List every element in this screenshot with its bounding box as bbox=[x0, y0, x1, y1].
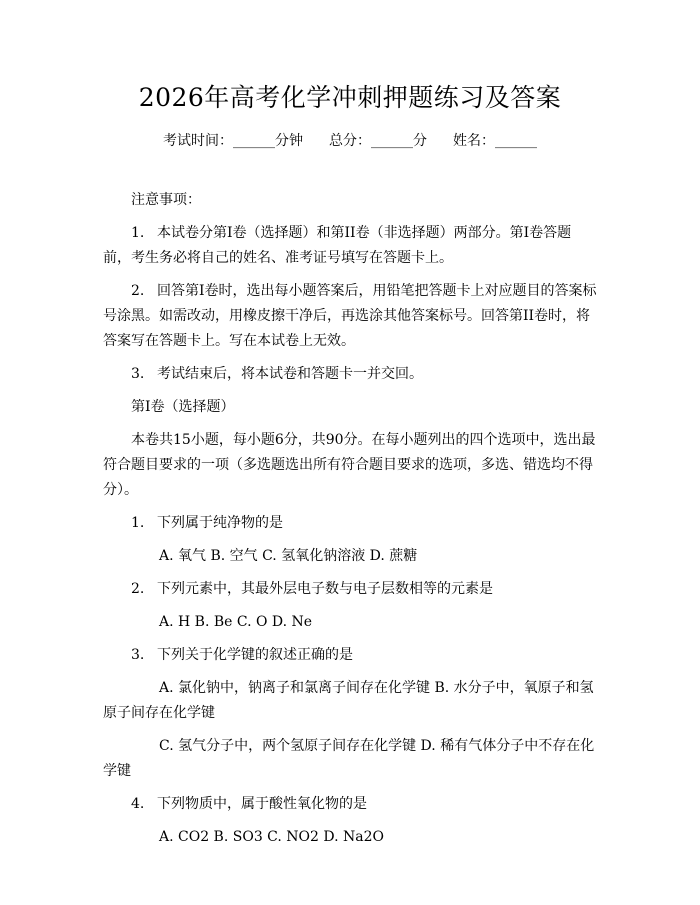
question-options: A. 氯化钠中，钠离子和氯离子间存在化学键 B. 水分子中，氧原子和氢原子间存在化学键 bbox=[103, 680, 594, 721]
question-options: A. H B. Be C. O D. Ne bbox=[159, 614, 313, 630]
section-title: 第Ⅰ卷（选择题） bbox=[131, 399, 235, 415]
question-stem bbox=[103, 577, 597, 602]
notice-item bbox=[103, 221, 597, 271]
question-number: 3. bbox=[131, 647, 145, 663]
notice-number: 3. bbox=[131, 366, 145, 382]
time-unit: 分钟 bbox=[275, 133, 303, 149]
notice-item bbox=[103, 362, 597, 387]
notice-text: 本试卷分第Ⅰ卷（选择题）和第II卷（非选择题）两部分。第Ⅰ卷答题前，考生务必将自己的姓名、准考证号填写在答题卡上。 bbox=[103, 225, 572, 266]
question-options: A. CO2 B. SO3 C. NO2 D. Na2O bbox=[159, 829, 384, 845]
question-options: C. 氢气分子中，两个氢原子间存在化学键 D. 稀有气体分子中不存在化学键 bbox=[103, 738, 595, 779]
question-options: A. 氧气 B. 空气 C. 氢氧化钠溶液 D. 蔗糖 bbox=[159, 548, 418, 564]
notice-item bbox=[103, 279, 597, 354]
score-blank: ______ bbox=[371, 133, 413, 149]
question-stem bbox=[103, 643, 597, 668]
section-intro: 本卷共15小题，每小题6分，共90分。在每小题列出的四个选项中，选出最符合题目要求的一项（多选题选出所有符合题目要求的选项，多选、错选均不得分）。 bbox=[103, 432, 596, 498]
time-label: 考试时间： bbox=[163, 133, 233, 149]
question-text: 下列物质中，属于酸性氧化物的是 bbox=[157, 796, 367, 812]
question-stem bbox=[103, 511, 597, 536]
name-blank: ______ bbox=[495, 133, 537, 149]
question-number: 4. bbox=[131, 796, 145, 812]
time-blank: ______ bbox=[233, 133, 275, 149]
notice-number: 2. bbox=[131, 283, 145, 299]
question-number: 1. bbox=[131, 515, 145, 531]
question-text: 下列关于化学键的叙述正确的是 bbox=[157, 647, 353, 663]
score-unit: 分 bbox=[413, 133, 427, 149]
notice-text: 考试结束后，将本试卷和答题卡一并交回。 bbox=[157, 366, 423, 382]
notice-number: 1. bbox=[131, 225, 145, 241]
score-label: 总分： bbox=[329, 133, 371, 149]
exam-body bbox=[103, 188, 597, 858]
question-stem bbox=[103, 792, 597, 817]
page-title: 2026年高考化学冲刺押题练习及答案 bbox=[138, 83, 562, 112]
name-label: 姓名： bbox=[453, 133, 495, 149]
exam-meta bbox=[0, 131, 700, 151]
question-number: 2. bbox=[131, 581, 145, 597]
notice-text: 回答第Ⅰ卷时，选出每小题答案后，用铅笔把答题卡上对应题目的答案标号涂黑。如需改动，用橡皮擦干净后，再选涂其他答案标号。回答第II卷时，将答案写在答题卡上。写在本试卷上无效。 bbox=[103, 283, 597, 349]
question-text: 下列属于纯净物的是 bbox=[157, 515, 283, 531]
notice-title: 注意事项： bbox=[131, 192, 201, 208]
question-text: 下列元素中，其最外层电子数与电子层数相等的元素是 bbox=[157, 581, 493, 597]
